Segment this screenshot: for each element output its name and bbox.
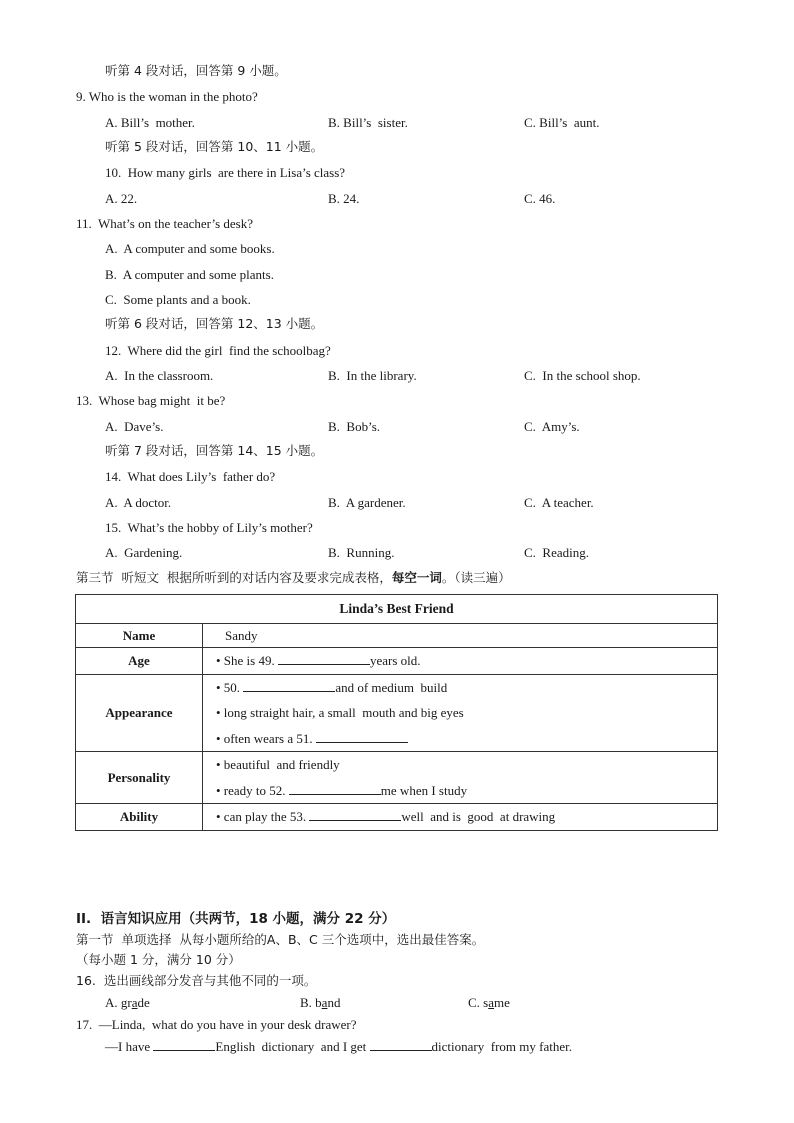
question-11: 11. What’s on the teacher’s desk? xyxy=(76,216,254,231)
q14-option-c: C. A teacher. xyxy=(524,495,594,510)
blank-52[interactable] xyxy=(289,782,381,795)
age-text-1: • She is 49. xyxy=(216,653,278,668)
value-name: Sandy xyxy=(203,624,718,648)
q16-c-underlined: a xyxy=(488,995,495,1010)
blank-53[interactable] xyxy=(309,808,401,821)
question-17: 17. —Linda, what do you have in your desk drawer? xyxy=(76,1017,357,1032)
q10-option-b: B. 24. xyxy=(328,191,360,206)
question-9: 9. Who is the woman in the photo? xyxy=(76,89,258,104)
appearance-text-3: • long straight hair, a small mouth and big eyes xyxy=(216,705,464,720)
label-age: Age xyxy=(76,648,203,675)
section-3-emphasis: 每空一词 xyxy=(391,570,442,585)
ability-text-2: well and is good at drawing xyxy=(401,809,556,824)
ability-text-1: • can play the 53. xyxy=(216,809,310,824)
q13-option-a: A. Dave’s. xyxy=(105,419,164,434)
q10-option-c: C. 46. xyxy=(524,191,556,206)
dialogue-4-instruction: 听第 4 段对话，回答第 9 小题。 xyxy=(105,63,287,78)
q15-option-c: C. Reading. xyxy=(524,545,589,560)
table-row-name xyxy=(76,624,718,648)
q16-option-a xyxy=(105,995,150,1011)
label-personality: Personality xyxy=(76,752,203,804)
q17-text-2: English dictionary and I get xyxy=(215,1039,370,1054)
q13-option-c: C. Amy’s. xyxy=(524,419,580,434)
q17-blank-2[interactable] xyxy=(370,1038,432,1051)
q17-text-1: —I have xyxy=(105,1039,154,1054)
value-appearance xyxy=(203,674,718,752)
q9-option-a: A. Bill’s mother. xyxy=(105,115,195,130)
q16-b-pre: B. b xyxy=(300,995,322,1010)
q9-option-b: B. Bill’s sister. xyxy=(328,115,408,130)
q12-option-b: B. In the library. xyxy=(328,368,417,383)
q16-option-b xyxy=(300,995,340,1011)
q16-a-post: de xyxy=(137,995,150,1010)
age-text-2: years old. xyxy=(369,653,421,668)
q10-option-a: A. 22. xyxy=(105,191,138,206)
section-3-intro-end: 。（读三遍） xyxy=(441,570,511,585)
part-2-title: II. 语言知识应用（共两节，18 小题，满分 22 分） xyxy=(76,911,396,927)
dialogue-5-instruction: 听第 5 段对话，回答第 10、11 小题。 xyxy=(105,139,324,154)
table-row-age xyxy=(76,648,718,675)
table-row-appearance xyxy=(76,674,718,752)
table-row-personality xyxy=(76,752,718,804)
q12-option-c: C. In the school shop. xyxy=(524,368,641,383)
blank-50[interactable] xyxy=(243,679,335,692)
q11-option-a: A. A computer and some books. xyxy=(105,241,275,256)
table-row-ability xyxy=(76,804,718,831)
q16-b-underlined: a xyxy=(321,995,328,1010)
q13-option-b: B. Bob’s. xyxy=(328,419,381,434)
question-17-line-2 xyxy=(105,1038,572,1055)
dialogue-6-instruction: 听第 6 段对话，回答第 12、13 小题。 xyxy=(105,316,324,331)
question-12: 12. Where did the girl find the schoolbag? xyxy=(105,343,331,358)
question-14: 14. What does Lily’s father do? xyxy=(105,469,276,484)
q15-option-a: A. Gardening. xyxy=(105,545,183,560)
question-15: 15. What’s the hobby of Lily’s mother? xyxy=(105,520,313,535)
dialogue-7-instruction: 听第 7 段对话，回答第 14、15 小题。 xyxy=(105,443,324,458)
label-appearance: Appearance xyxy=(76,674,203,752)
q11-option-c: C. Some plants and a book. xyxy=(105,292,251,307)
q15-option-b: B. Running. xyxy=(328,545,395,560)
table-title: Linda’s Best Friend xyxy=(76,595,718,624)
best-friend-table xyxy=(75,594,718,831)
blank-49[interactable] xyxy=(278,652,370,665)
part-2-section-1-instruction: 第一节 单项选择 从每小题所给的A、B、C 三个选项中，选出最佳答案。 xyxy=(76,932,485,947)
question-10: 10. How many girls are there in Lisa’s class? xyxy=(105,165,346,180)
appearance-text-1: • 50. xyxy=(216,679,244,695)
appearance-text-2: and of medium build xyxy=(335,679,448,695)
section-3-instruction xyxy=(76,570,511,586)
question-13: 13. Whose bag might it be? xyxy=(76,393,226,408)
q16-a-pre: A. gr xyxy=(105,995,132,1010)
q16-b-post: nd xyxy=(327,995,341,1010)
section-3-intro: 第三节 听短文 根据所听到的对话内容及要求完成表格， xyxy=(76,570,392,585)
value-age xyxy=(203,648,718,675)
blank-51[interactable] xyxy=(316,730,408,743)
q11-option-b: B. A computer and some plants. xyxy=(105,267,274,282)
value-personality xyxy=(203,752,718,804)
q12-option-a: A. In the classroom. xyxy=(105,368,214,383)
q17-text-3: dictionary from my father. xyxy=(431,1039,572,1054)
q16-a-underlined: a xyxy=(131,995,138,1010)
q16-c-pre: C. s xyxy=(468,995,489,1010)
q14-option-a: A. A doctor. xyxy=(105,495,172,510)
part-2-section-1-score: （每小题 1 分，满分 10 分） xyxy=(76,952,241,967)
q14-option-b: B. A gardener. xyxy=(328,495,406,510)
personality-text-2: • ready to 52. xyxy=(216,782,289,798)
q9-option-c: C. Bill’s aunt. xyxy=(524,115,600,130)
appearance-text-4: • often wears a 51. xyxy=(216,730,316,746)
q16-c-post: me xyxy=(494,995,510,1010)
label-name: Name xyxy=(76,624,203,648)
q17-blank-1[interactable] xyxy=(153,1038,215,1051)
question-16: 16. 选出画线部分发音与其他不同的一项。 xyxy=(76,973,317,988)
personality-text-3: me when I study xyxy=(380,782,468,798)
personality-text-1: • beautiful and friendly xyxy=(216,757,340,772)
value-ability xyxy=(203,804,718,831)
label-ability: Ability xyxy=(76,804,203,831)
q16-option-c xyxy=(468,995,510,1011)
